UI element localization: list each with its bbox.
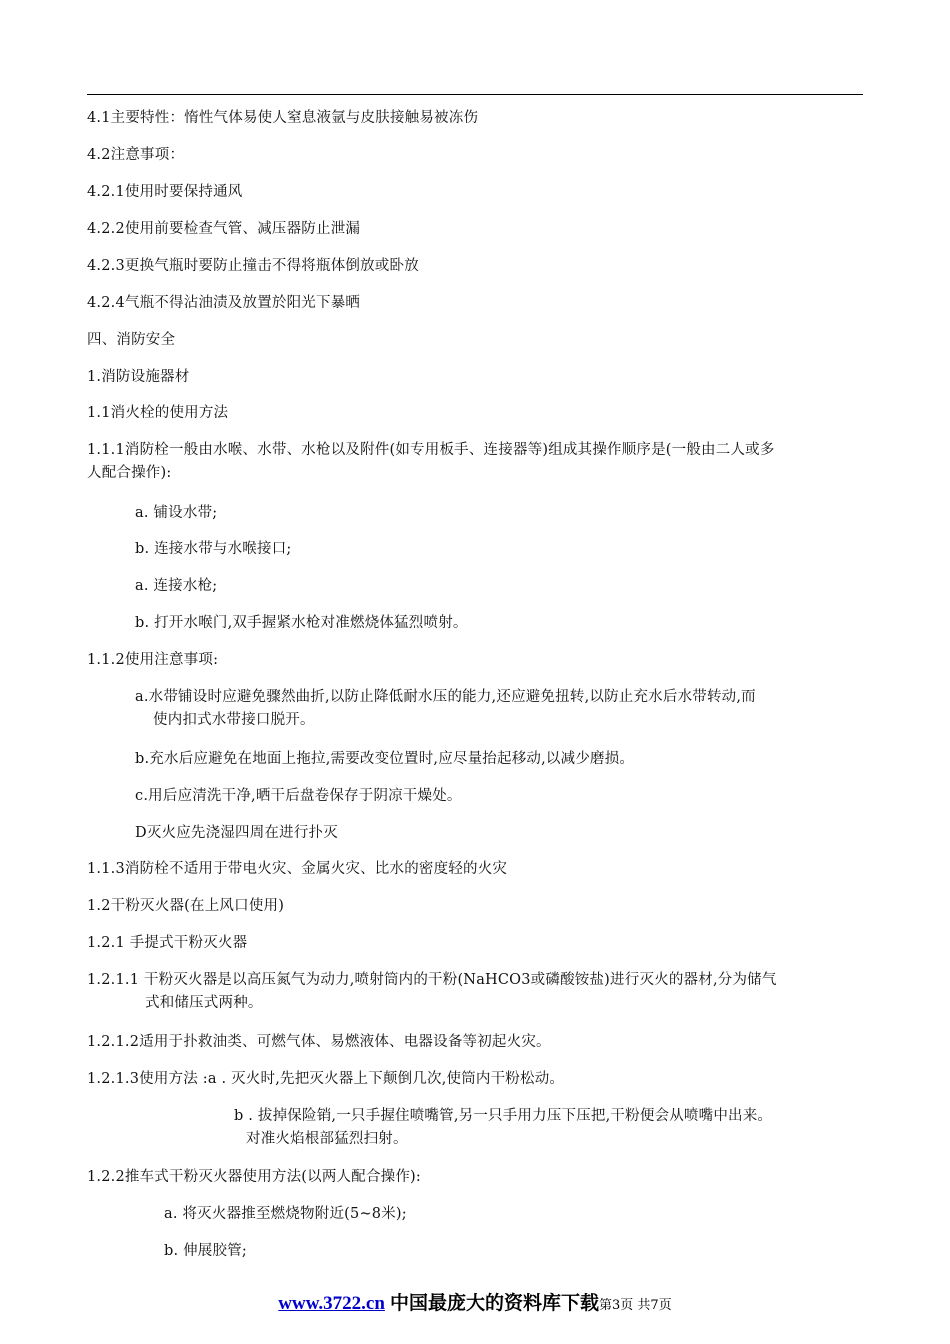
list-item: 使内扣式水带接口脱开。 xyxy=(153,712,315,728)
text-line: 人配合操作): xyxy=(87,465,172,481)
list-item: b. 连接水带与水喉接口; xyxy=(135,541,292,557)
text-line: 1.2.1.1 干粉灭火器是以高压氮气为动力,喷射筒内的干粉(NaHCO3或磷酸铵盐)进行灭火的器材,分为储气 xyxy=(87,972,777,988)
list-item: a. 将灭火器推至燃烧物附近(5~8米); xyxy=(164,1206,407,1222)
subsection-heading: 1.消防设施器材 xyxy=(87,369,190,385)
text-line: 1.2.1.2适用于扑救油类、可燃气体、易燃液体、电器设备等初起火灾。 xyxy=(87,1034,551,1050)
footer-slogan: 中国最庞大的资料库下载 xyxy=(390,1292,600,1314)
text-line: 4.2.4气瓶不得沾油渍及放置於阳光下暴晒 xyxy=(87,295,361,311)
site-link[interactable]: www.3722.cn xyxy=(278,1293,385,1314)
text-line: 1.2.2推车式干粉灭火器使用方法(以两人配合操作): xyxy=(87,1169,421,1185)
text-line: 4.2注意事项： xyxy=(87,147,185,163)
list-item: b . 拔掉保险销,一只手握住喷嘴管,另一只手用力压下压把,干粉便会从喷嘴中出来。 xyxy=(234,1108,773,1124)
text-line: 1.1.1消防栓一般由水喉、水带、水枪以及附件(如专用板手、连接器等)组成其操作顺序是(一般由二人或多 xyxy=(87,442,775,458)
section-heading: 四、消防安全 xyxy=(87,332,176,348)
list-item: b.充水后应避免在地面上拖拉,需要改变位置时,应尽量抬起移动,以减少磨损。 xyxy=(135,751,635,767)
text-line: 1.1.3消防栓不适用于带电火灾、金属火灾、比水的密度轻的火灾 xyxy=(87,861,508,877)
header-rule xyxy=(87,94,863,95)
page-number: 第3页 共7页 xyxy=(599,1298,672,1313)
text-line: 1.2.1.3使用方法 :a . 灭火时,先把灭火器上下颠倒几次,使筒内干粉松动。 xyxy=(87,1071,565,1087)
list-item: a. 铺设水带; xyxy=(135,505,218,521)
text-line: 4.2.3更换气瓶时要防止撞击不得将瓶体倒放或卧放 xyxy=(87,258,419,274)
text-line: 1.1消火栓的使用方法 xyxy=(87,405,229,421)
text-line: 式和储压式两种。 xyxy=(145,995,263,1011)
text-line: 1.1.2使用注意事项: xyxy=(87,652,219,668)
list-item: 对准火焰根部猛烈扫射。 xyxy=(246,1131,408,1147)
list-item: b. 打开水喉门,双手握紧水枪对准燃烧体猛烈喷射。 xyxy=(135,615,468,631)
text-line: 4.2.2使用前要检查气管、减压器防止泄漏 xyxy=(87,221,361,237)
list-item: D灭火应先浇湿四周在进行扑灭 xyxy=(135,825,338,841)
list-item: a.水带铺设时应避免骤然曲折,以防止降低耐水压的能力,还应避免扭转,以防止充水后水带转动,而 xyxy=(135,689,756,705)
text-line: 4.2.1使用时要保持通风 xyxy=(87,184,243,200)
list-item: b. 伸展胶管; xyxy=(164,1243,247,1259)
list-item: c.用后应清洗干净,晒干后盘卷保存于阴凉干燥处。 xyxy=(135,788,462,804)
list-item: a. 连接水枪; xyxy=(135,578,218,594)
text-line: 4.1主要特性：惰性气体易使人窒息液氩与皮肤接触易被冻伤 xyxy=(87,110,479,126)
text-line: 1.2.1 手提式干粉灭火器 xyxy=(87,935,248,951)
text-line: 1.2干粉灭火器(在上风口使用) xyxy=(87,898,285,914)
page-footer xyxy=(0,1288,950,1315)
